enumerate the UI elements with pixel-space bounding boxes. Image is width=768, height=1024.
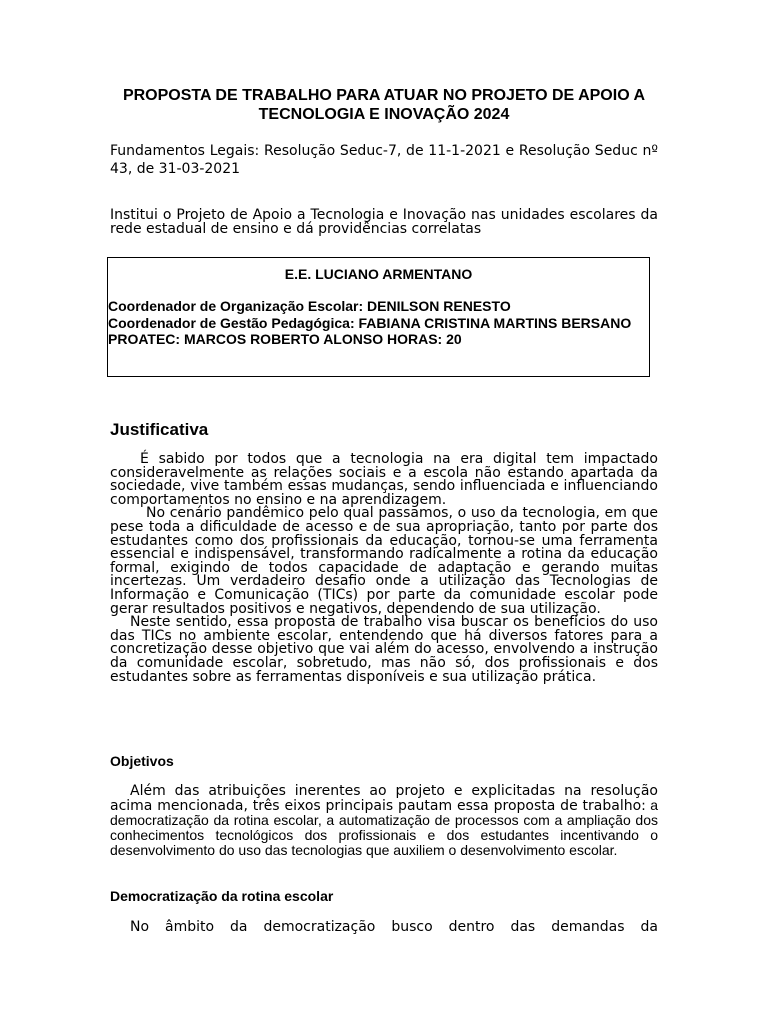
objectives-heading: Objetivos	[110, 753, 174, 769]
justification-paragraph-2: No cenário pandêmico pelo qual passamos, o uso da tecnologia, em que pese toda a dificuldade de acesso e de sua apropriação, tanto por parte dos estudantes como dos profissionais da educação, tornou-se uma ferramenta essencial e indispensável, transformando radicalmente a rotina da educação formal, exigindo de todos capacidade de adaptação e gerando muitas incertezas. Um verdadeiro desafio onde a utilização das Tecnologias de Informação e Comunicação (TICs) por parte da comunidade escolar pode gerar resultados positivos e negativos, dependendo de sua utilização.	[110, 505, 658, 617]
proatec: PROATEC: MARCOS ROBERTO ALONSO HORAS: 20	[108, 331, 462, 347]
objectives-text-rest: a democratização da rotina escolar, a automatização de processos com a ampliação dos conhecimentos tecnológicos dos profissionais e dos estudantes incentivando o desenvolvimento do uso das tecnologias que auxiliem o desenvolvimento escolar.	[110, 797, 658, 858]
democratization-paragraph: No âmbito da democratização busco dentro das demandas da	[130, 919, 658, 935]
institutes-text: Institui o Projeto de Apoio a Tecnologia e Inovação nas unidades escolares da rede estadual de ensino e dá providências correlatas	[110, 207, 658, 237]
justification-heading: Justificativa	[110, 420, 209, 439]
objectives-text-start: Além das atribuições inerentes ao projeto e explicitadas na resolução acima mencionada, três eixos principais pautam essa proposta de trabalho:	[110, 783, 658, 814]
objectives-paragraph	[110, 784, 658, 858]
coordinator-pedagogical: Coordenador de Gestão Pedagógica: FABIANA CRISTINA MARTINS BERSANO	[108, 314, 632, 331]
coordinator-organization: Coordenador de Organização Escolar: DENILSON RENESTO	[108, 298, 511, 314]
justification-paragraph-3: Neste sentido, essa proposta de trabalho visa buscar os benefícios do uso das TICs no ambiente escolar, entendendo que há diversos fatores para a concretização desse objetivo que vai além do acesso, envolvendo a instrução da comunidade escolar, sobretudo, mas não só, dos profissionais e dos estudantes sobre as ferramentas disponíveis e sua utilização prática.	[110, 614, 658, 685]
school-info-box	[107, 257, 650, 377]
justification-paragraph-1: É sabido por todos que a tecnologia na era digital tem impactado consideravelmente as relações sociais e a escola não estando apartada da sociedade, vive também essas mudanças, sendo influenciada e influenciando comportamentos no ensino e na aprendizagem.	[110, 451, 658, 508]
document-title: PROPOSTA DE TRABALHO PARA ATUAR NO PROJETO DE APOIO A TECNOLOGIA E INOVAÇÃO 2024	[122, 87, 646, 123]
justification-body	[110, 453, 658, 684]
democratization-heading: Democratização da rotina escolar	[110, 888, 334, 904]
legal-basis: Fundamentos Legais: Resolução Seduc-7, de 11-1-2021 e Resolução Seduc nº 43, de 31-03-2021	[110, 143, 658, 177]
staff-list	[108, 298, 645, 348]
school-name: E.E. LUCIANO ARMENTANO	[284, 266, 473, 282]
